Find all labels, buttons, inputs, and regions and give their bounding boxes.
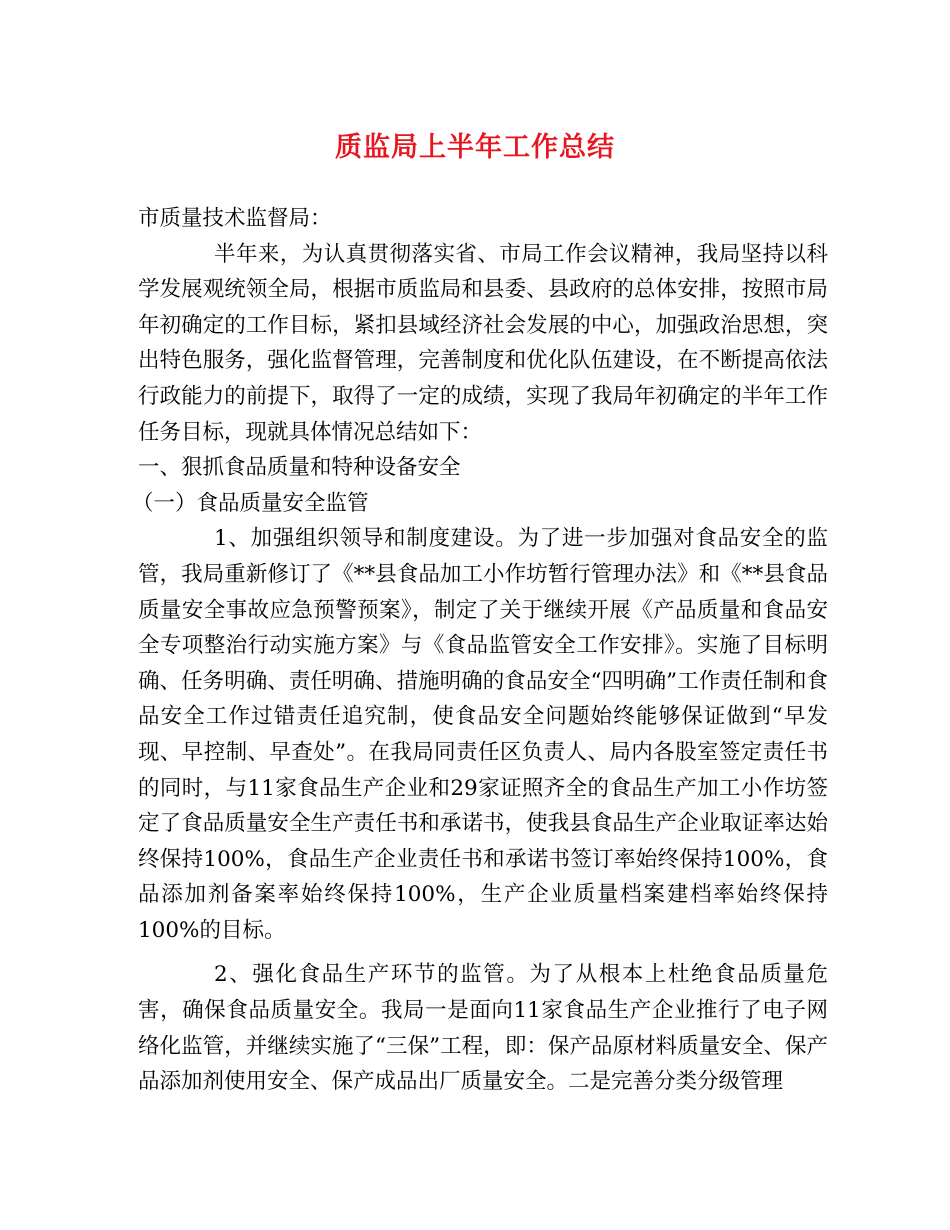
subsection-heading: （一）食品质量安全监管 (132, 490, 369, 516)
section-heading: 一、狠抓食品质量和特种设备安全 (138, 455, 461, 481)
body-paragraph: 2、强化食品生产环节的监管。为了从根本上杜绝食品质量危害，确保食品质量安全。我局一是面向11家食品生产企业推行了电子网络化监管，并继续实施了“三保”工程，即：保产品原材料质量安全、保产品添加剂使用安全、保产成品出厂质量安全。二是完善分类分级管理 (138, 962, 828, 1095)
body-paragraph: 1、加强组织领导和制度建设。为了进一步加强对食品安全的监管，我局重新修订了《**县食品加工小作坊暂行管理办法》和《**县食品质量安全事故应急预警预案》，制定了关于继续开展《产品质量和食品安全专项整治行动实施方案》与《食品监管安全工作安排》。实施了目标明确、任务明确、责任明确、措施明确的食品安全“四明确”工作责任制和食品安全工作过错责任追究制，使食品安全问题始终能够保证做到“早发现、早控制、早查处”。在我局同责任区负责人、局内各股室签定责任书的同时，与11家食品生产企业和29家证照齐全的食品生产加工小作坊签定了食品质量安全生产责任书和承诺书，使我县食品生产企业取证率达始终保持100%，食品生产企业责任书和承诺书签订率始终保持100%，食品添加剂备案率始终保持100%，生产企业质量档案建档率始终保持100%的目标。 (138, 526, 828, 943)
document-body (132, 201, 828, 1100)
document-title: 质监局上半年工作总结 (335, 132, 615, 163)
salutation: 市质量技术监督局： (138, 206, 332, 231)
intro-paragraph: 半年来，为认真贯彻落实省、市局工作会议精神，我局坚持以科学发展观统领全局，根据市质监局和县委、县政府的总体安排，按照市局年初确定的工作目标，紧扣县域经济社会发展的中心，加强政治思想，突出特色服务，强化监督管理，完善制度和优化队伍建设，在不断提高依法行政能力的前提下，取得了一定的成绩，实现了我局年初确定的半年工作任务目标，现就具体情况总结如下： (138, 241, 828, 445)
